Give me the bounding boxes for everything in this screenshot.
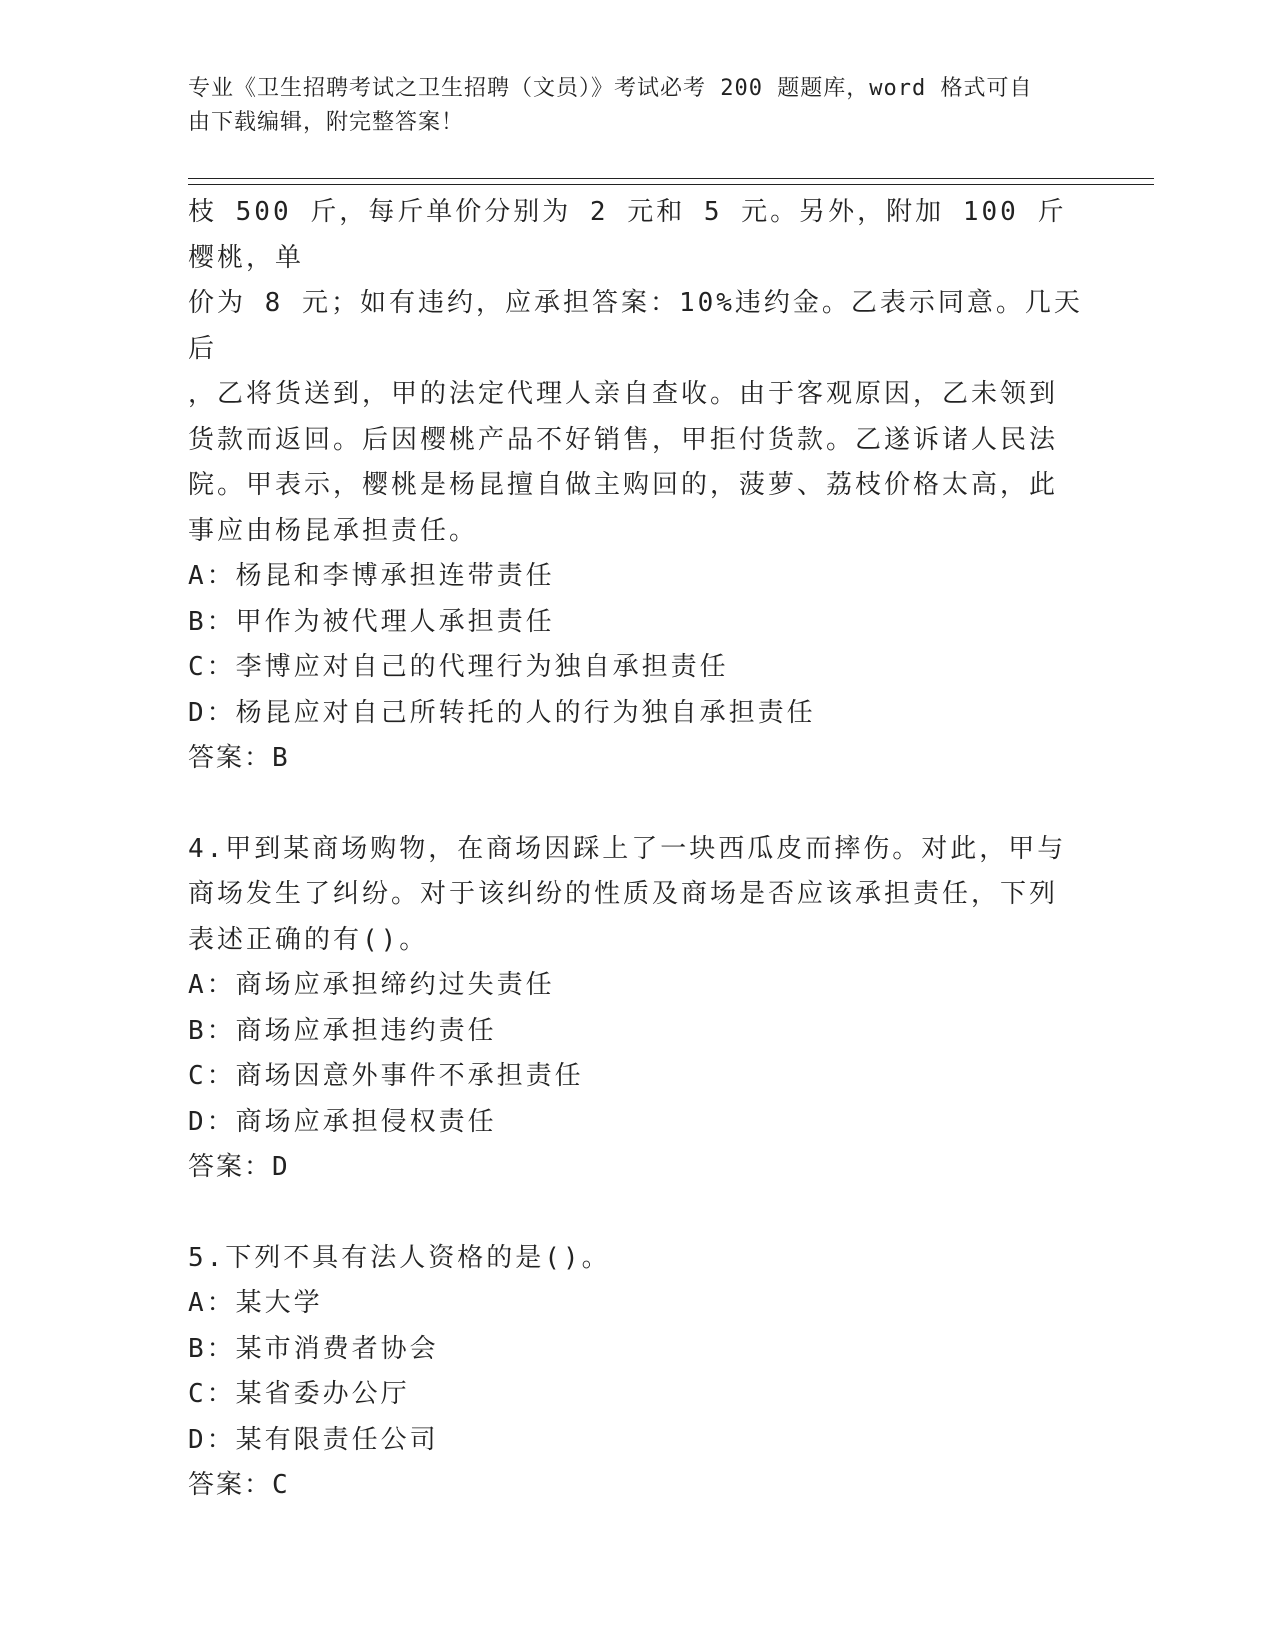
option-d: D：杨昆应对自己所转托的人的行为独自承担责任 [188, 697, 816, 728]
option-c: C：商场因意外事件不承担责任 [188, 1061, 584, 1091]
answer-line: 答案：D [188, 1152, 290, 1182]
section-spacer [188, 1191, 1088, 1236]
question-text-line: 枝 500 斤，每斤单价分别为 2 元和 5 元。另外，附加 100 斤樱桃，单 [188, 197, 1067, 273]
option-d: D：商场应承担侵权责任 [188, 1106, 497, 1137]
document-header [188, 72, 1068, 140]
question-text-line: 事应由杨昆承担责任。 [188, 515, 479, 546]
question-3 [188, 190, 1088, 782]
question-content [188, 190, 1088, 1509]
option-a: A：某大学 [188, 1288, 323, 1318]
question-text-line: 5.下列不具有法人资格的是()。 [188, 1242, 611, 1273]
question-text-line: ，乙将货送到，甲的法定代理人亲自查收。由于客观原因，乙未领到 [188, 379, 1059, 409]
question-5-text [188, 1236, 1088, 1282]
option-d: D：某有限责任公司 [188, 1424, 439, 1455]
option-b: B：商场应承担违约责任 [188, 1015, 497, 1046]
question-text-line: 表述正确的有()。 [188, 924, 429, 955]
option-c: C：李博应对自己的代理行为独自承担责任 [188, 652, 729, 682]
question-3-text [188, 190, 1088, 554]
question-text-line: 院。甲表示，樱桃是杨昆擅自做主购回的，菠萝、荔枝价格太高，此 [188, 470, 1059, 500]
option-a: A：杨昆和李博承担连带责任 [188, 561, 555, 591]
answer-line: 答案：B [188, 743, 290, 773]
question-text-line: 4.甲到某商场购物，在商场因踩上了一块西瓜皮而摔伤。对此，甲与 [188, 833, 1067, 864]
option-c: C：某省委办公厅 [188, 1379, 410, 1409]
option-b: B：甲作为被代理人承担责任 [188, 606, 555, 637]
header-line-2: 由下载编辑，附完整答案！ [188, 110, 465, 135]
question-4 [188, 827, 1088, 1191]
header-line-1: 专业《卫生招聘考试之卫生招聘（文员）》考试必考 200 题题库，word 格式可自 [188, 76, 1033, 101]
question-5 [188, 1236, 1088, 1509]
question-text-line: 商场发生了纠纷。对于该纠纷的性质及商场是否应该承担责任，下列 [188, 879, 1059, 909]
answer-line: 答案：C [188, 1470, 290, 1500]
header-divider-top [188, 178, 1154, 179]
header-divider-bottom [188, 184, 1154, 185]
section-spacer [188, 782, 1088, 827]
question-text-line: 价为 8 元；如有违约，应承担答案：10%违约金。乙表示同意。几天后 [188, 288, 1083, 364]
option-a: A：商场应承担缔约过失责任 [188, 970, 555, 1000]
option-b: B：某市消费者协会 [188, 1333, 439, 1364]
question-text-line: 货款而返回。后因樱桃产品不好销售，甲拒付货款。乙遂诉诸人民法 [188, 424, 1059, 455]
question-4-text [188, 827, 1088, 964]
